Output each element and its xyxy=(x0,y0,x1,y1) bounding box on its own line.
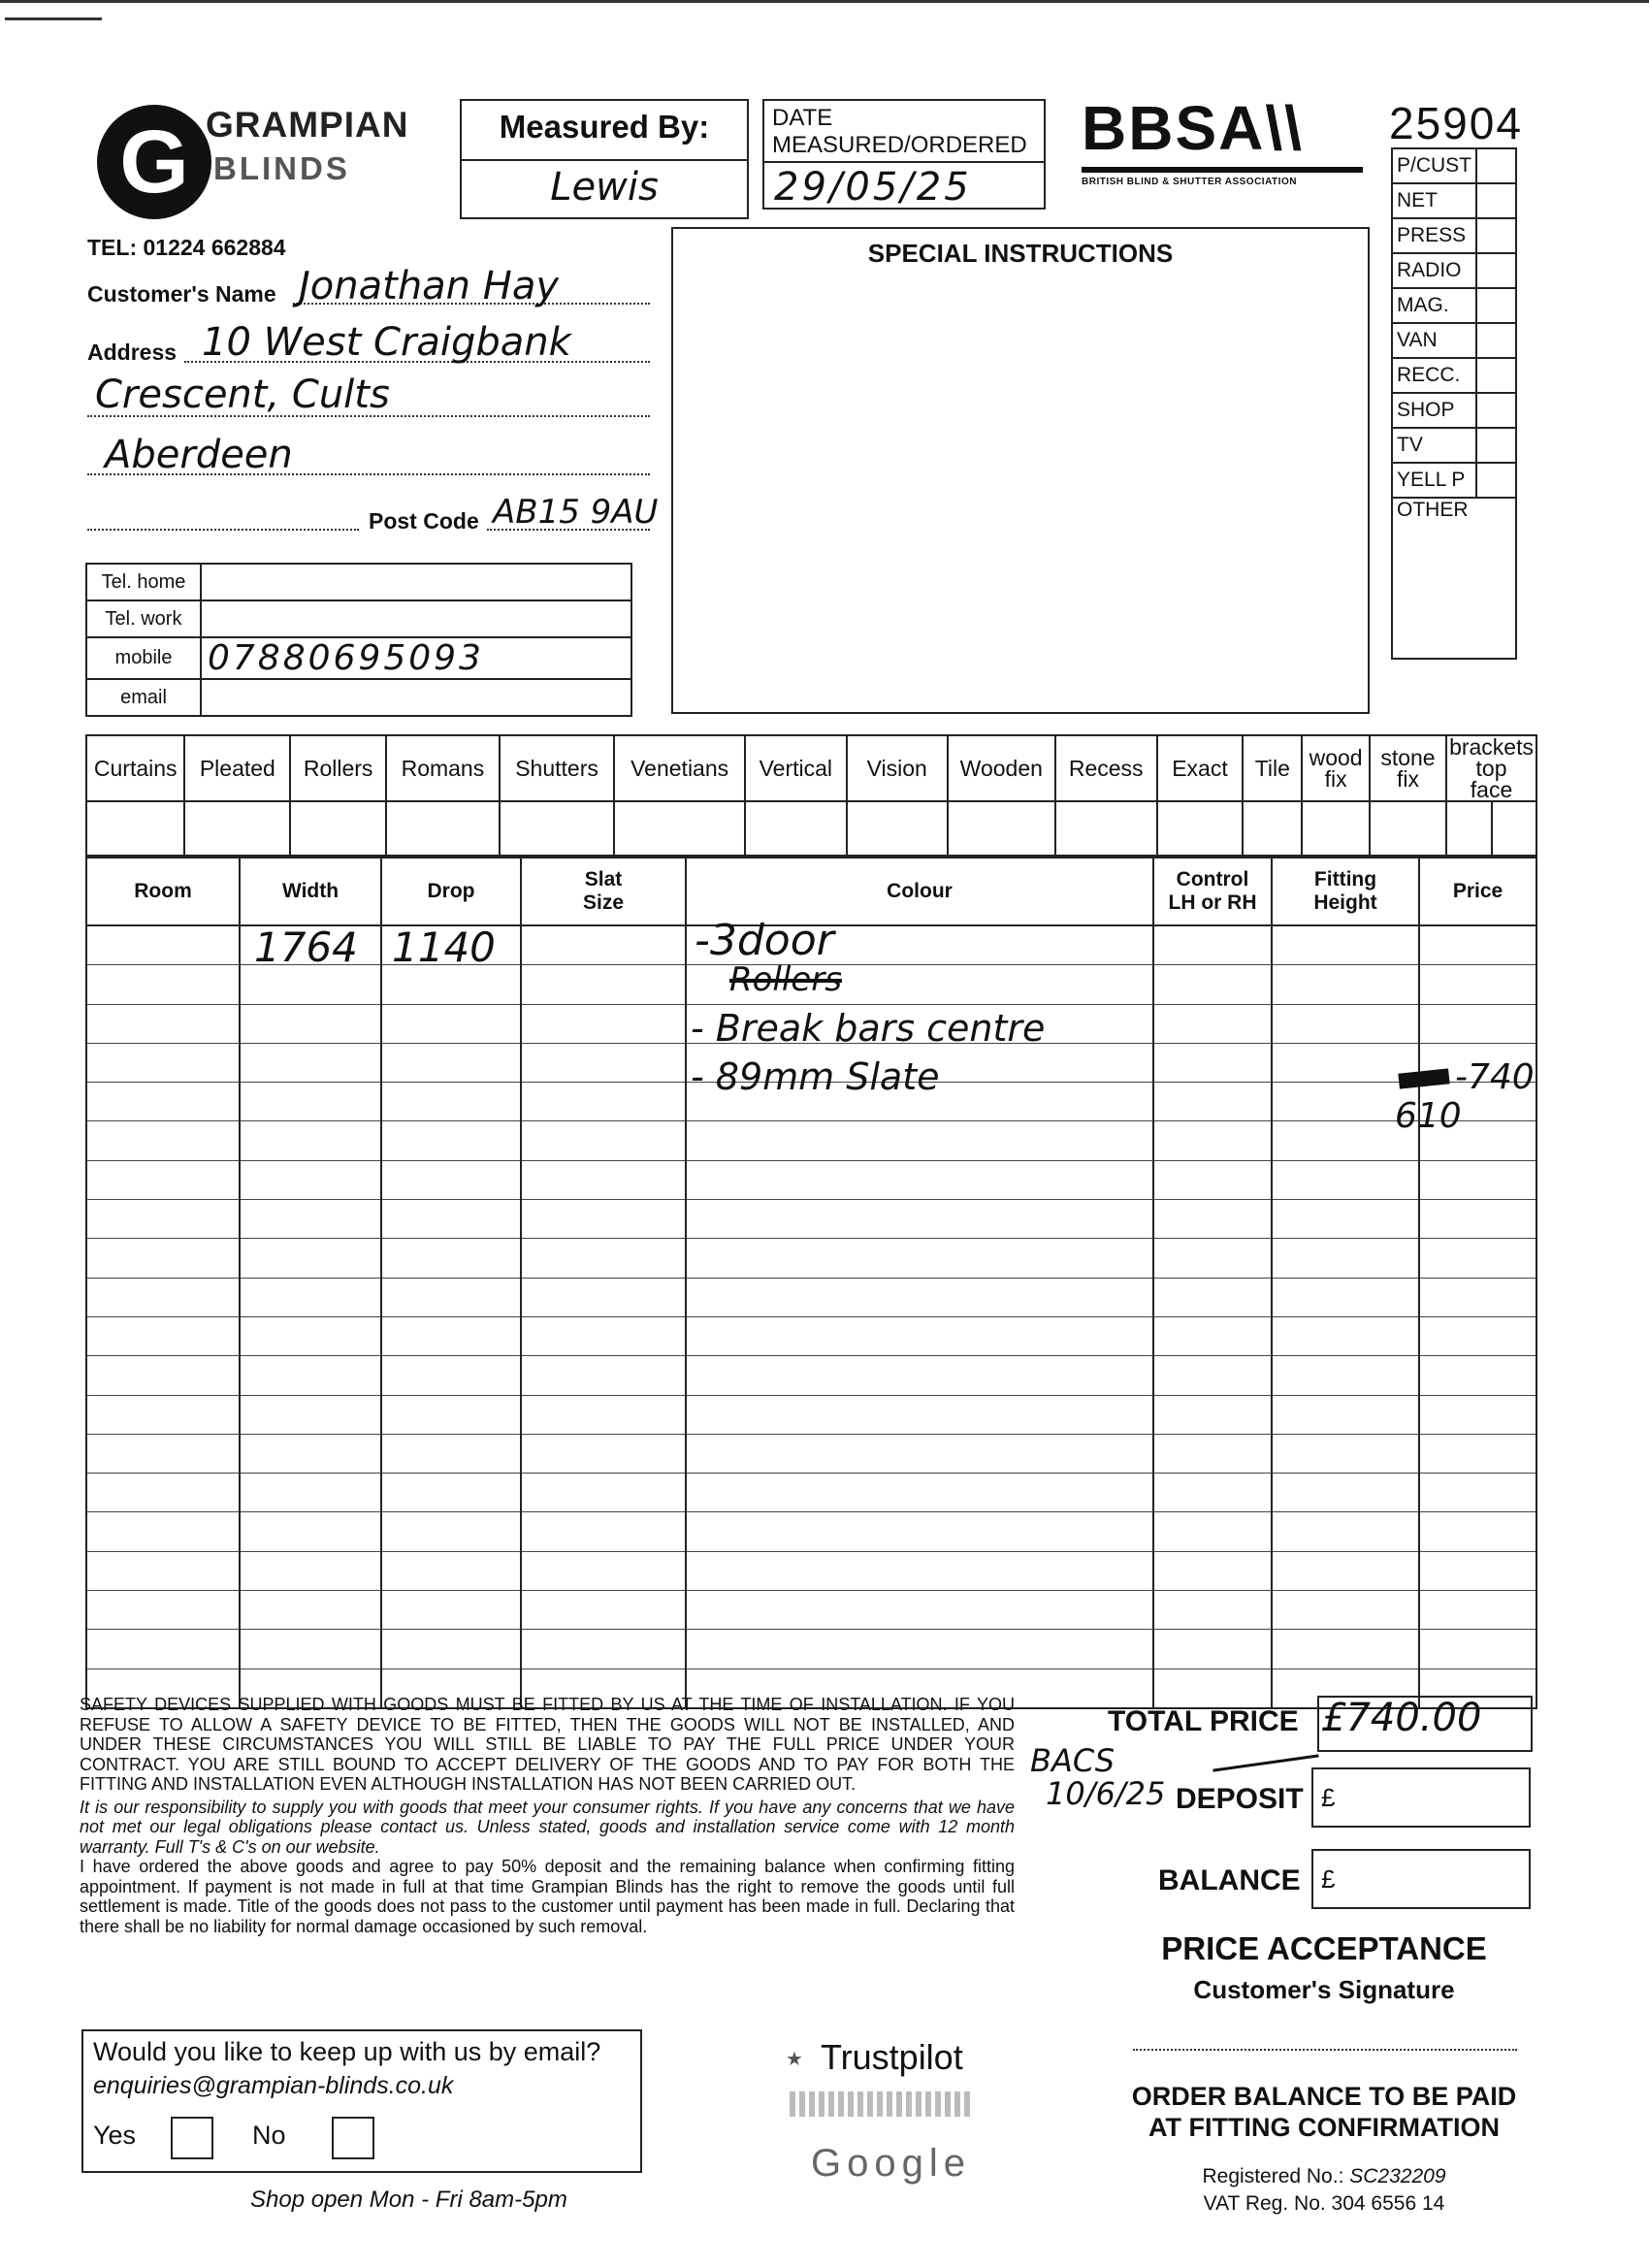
grid-cell[interactable] xyxy=(86,1278,240,1316)
grid-cell[interactable] xyxy=(381,1551,521,1590)
grid-cell[interactable] xyxy=(1153,1316,1272,1355)
grid-cell[interactable] xyxy=(240,1239,381,1278)
no-label: No xyxy=(252,2121,286,2150)
divider xyxy=(462,159,747,161)
customer-signature-label: Customer's Signature xyxy=(1193,1975,1455,2004)
product-type-label: Venetians xyxy=(614,735,745,801)
order-balance-line-2: AT FITTING CONFIRMATION xyxy=(1148,2113,1500,2142)
grid-cell[interactable] xyxy=(240,1434,381,1473)
source-label: VAN xyxy=(1392,323,1476,358)
address-line-4 xyxy=(87,529,359,531)
date-value[interactable]: 29/05/25 xyxy=(774,165,972,210)
product-type-label: Wooden xyxy=(948,735,1055,801)
grid-cell[interactable] xyxy=(1272,1160,1419,1199)
address-value-3[interactable]: Aberdeen xyxy=(105,433,293,477)
source-label: RECC. xyxy=(1392,358,1476,393)
total-price-value[interactable]: £740.00 xyxy=(1321,1696,1482,1740)
grid-cell[interactable] xyxy=(521,1395,686,1434)
col-fitting-height: Fitting Height xyxy=(1272,858,1419,925)
logo-subname: BLINDS xyxy=(213,150,350,186)
grid-cell[interactable] xyxy=(1419,1591,1536,1630)
date-box xyxy=(762,99,1046,210)
product-type-tick-box[interactable] xyxy=(86,801,184,856)
grid-cell[interactable] xyxy=(1153,1512,1272,1551)
grid-cell[interactable] xyxy=(86,1239,240,1278)
grid-cell[interactable] xyxy=(86,1512,240,1551)
grid-cell[interactable] xyxy=(240,1512,381,1551)
source-label: OTHER xyxy=(1392,498,1516,659)
mobile-label: mobile xyxy=(86,637,201,679)
grid-cell[interactable] xyxy=(686,1121,1153,1160)
grid-cell[interactable] xyxy=(686,1434,1153,1473)
bbsa-subtitle: BRITISH BLIND & SHUTTER ASSOCIATION xyxy=(1082,177,1297,187)
grid-cell[interactable] xyxy=(521,1630,686,1669)
grid-cell[interactable] xyxy=(1272,1200,1419,1239)
star-icon: ★ xyxy=(786,2049,803,2070)
product-type-tick-box[interactable] xyxy=(1446,801,1491,856)
grid-cell[interactable] xyxy=(686,1278,1153,1316)
table-row xyxy=(86,1395,1536,1434)
address-value-1[interactable]: 10 West Craigbank xyxy=(202,320,571,365)
source-label: RADIO xyxy=(1392,253,1476,288)
table-row xyxy=(86,1121,1536,1160)
table-row xyxy=(86,1434,1536,1473)
grid-cell[interactable] xyxy=(1272,925,1419,965)
product-type-label: Romans xyxy=(386,735,500,801)
grid-cell[interactable] xyxy=(86,1160,240,1199)
grid-cell[interactable] xyxy=(686,1512,1153,1551)
source-label: TV xyxy=(1392,428,1476,463)
col-drop: Drop xyxy=(381,858,521,925)
product-type-label: Curtains xyxy=(86,735,184,801)
grid-cell[interactable] xyxy=(686,1630,1153,1669)
grid-cell[interactable] xyxy=(86,925,240,965)
grid-cell[interactable] xyxy=(1153,1239,1272,1278)
deposit-box[interactable]: £ xyxy=(1311,1767,1531,1828)
top-border xyxy=(0,0,1649,3)
grid-cell[interactable] xyxy=(686,1160,1153,1199)
customer-name-value[interactable]: Jonathan Hay xyxy=(299,264,560,308)
grid-cell[interactable] xyxy=(686,1316,1153,1355)
grid-cell[interactable] xyxy=(240,1083,381,1121)
grid-cell[interactable] xyxy=(86,1083,240,1121)
grid-cell[interactable] xyxy=(381,1630,521,1669)
product-type-tick-box[interactable] xyxy=(290,801,386,856)
grid-cell[interactable] xyxy=(686,1239,1153,1278)
product-type-tick-box[interactable] xyxy=(1243,801,1302,856)
yes-checkbox[interactable] xyxy=(171,2117,213,2159)
address-value-2[interactable]: Crescent, Cults xyxy=(95,373,390,417)
customer-name-label: Customer's Name xyxy=(87,281,276,307)
table-row xyxy=(86,1591,1536,1630)
safety-terms: SAFETY DEVICES SUPPLIED WITH GOODS MUST BE FITTED BY US AT THE TIME OF INSTALLATION. IF YOU REFUSE TO ALLOW A SAFETY DEVICE TO BE FITTED, THEN THE GOODS WILL NOT BE INSTALLED, AND UNDER THESE CIRCUMSTANCES YOU WILL STILL BE LIABLE TO PAY THE FULL PRICE UNDER YOUR CONTRACT. YOU ARE STILL BOUND TO ACCEPT DELIVERY OF THE GOODS AND TO PAY FOR BOTH THE FITTING AND INSTALLATION EVEN ALTHOUGH INSTALLATION HAS NOT BEEN CARRIED OUT. xyxy=(80,1695,1015,1794)
grid-cell[interactable] xyxy=(521,1356,686,1395)
grid-cell[interactable] xyxy=(1419,925,1536,965)
grid-cell[interactable] xyxy=(381,1434,521,1473)
table-row xyxy=(86,1356,1536,1395)
grid-cell[interactable] xyxy=(240,1278,381,1316)
grid-cell[interactable] xyxy=(240,1474,381,1512)
grid-cell[interactable] xyxy=(521,1200,686,1239)
grid-cell[interactable] xyxy=(86,1004,240,1043)
email-field[interactable] xyxy=(201,679,631,716)
grid-cell[interactable] xyxy=(86,1434,240,1473)
address-label: Address xyxy=(87,340,178,365)
deposit-label: DEPOSIT xyxy=(1176,1783,1304,1815)
grid-cell[interactable] xyxy=(86,1474,240,1512)
col-colour: Colour xyxy=(686,858,1153,925)
source-label: P/CUST xyxy=(1392,148,1476,183)
table-row xyxy=(86,1239,1536,1278)
tel-work-label: Tel. work xyxy=(86,600,201,637)
grid-cell[interactable] xyxy=(1419,1474,1536,1512)
product-type-tick-box[interactable] xyxy=(1492,801,1536,856)
source-tick-box[interactable] xyxy=(1476,463,1516,498)
product-type-label: Pleated xyxy=(184,735,290,801)
grid-cell[interactable] xyxy=(1419,1512,1536,1551)
email-question: Would you like to keep up with us by email? xyxy=(93,2037,601,2066)
grid-cell[interactable] xyxy=(686,1551,1153,1590)
grid-cell[interactable] xyxy=(1153,1200,1272,1239)
bbsa-bar xyxy=(1082,167,1363,173)
email-signup-box xyxy=(81,2029,642,2173)
grid-cell[interactable] xyxy=(240,1551,381,1590)
grid-cell[interactable] xyxy=(1272,1630,1419,1669)
source-label: PRESS xyxy=(1392,218,1476,253)
grid-cell[interactable] xyxy=(1419,965,1536,1004)
grid-cell[interactable] xyxy=(381,1200,521,1239)
grid-cell[interactable] xyxy=(86,1316,240,1355)
source-tick-box[interactable] xyxy=(1476,218,1516,253)
grid-cell[interactable] xyxy=(521,965,686,1004)
source-tick-box[interactable] xyxy=(1476,183,1516,218)
col-control: Control LH or RH xyxy=(1153,858,1272,925)
grid-cell[interactable] xyxy=(381,1316,521,1355)
grid-cell[interactable] xyxy=(686,1200,1153,1239)
stone-fix-label: stone fix xyxy=(1370,735,1446,801)
grid-cell[interactable] xyxy=(381,1004,521,1043)
deposit-terms: I have ordered the above goods and agree to pay 50% deposit and the remaining balance when confirming fitting appointment. If payment is not made in full at that time Grampian Blinds has the right to remove the goods until full settlement is made. Title of the goods does not pass to the customer until payment has been made in full. Declaring that there shall be no liability for normal damage occasioned by such removal. xyxy=(80,1857,1015,1936)
product-type-tick-box[interactable] xyxy=(948,801,1055,856)
grid-cell[interactable] xyxy=(1272,1474,1419,1512)
grid-cell[interactable] xyxy=(240,1395,381,1434)
signature-line[interactable] xyxy=(1133,2049,1517,2051)
wood-fix-label: wood fix xyxy=(1302,735,1370,801)
grid-cell[interactable] xyxy=(240,1316,381,1355)
price-acceptance-title: PRICE ACCEPTANCE xyxy=(1161,1930,1487,1966)
form-number: 25904 xyxy=(1389,98,1523,148)
grid-cell[interactable] xyxy=(86,1043,240,1082)
source-tick-box[interactable] xyxy=(1476,428,1516,463)
tel-home-label: Tel. home xyxy=(86,564,201,600)
grid-cell[interactable] xyxy=(686,1474,1153,1512)
bbsa-logo: BBSA\\ xyxy=(1082,93,1304,163)
grid-cell[interactable] xyxy=(521,1004,686,1043)
grid-cell[interactable] xyxy=(86,1356,240,1395)
balance-label: BALANCE xyxy=(1158,1864,1301,1896)
col-price: Price xyxy=(1419,858,1536,925)
grid-cell[interactable] xyxy=(686,1395,1153,1434)
table-row xyxy=(86,1630,1536,1669)
entry-price-1[interactable]: -740 xyxy=(1455,1057,1535,1097)
total-price-label: TOTAL PRICE xyxy=(1108,1705,1299,1737)
product-type-label: Vision xyxy=(847,735,948,801)
grid-cell[interactable] xyxy=(521,1160,686,1199)
tel-home-field[interactable] xyxy=(201,564,631,600)
entry-colour-3[interactable]: - Break bars centre xyxy=(691,1007,1046,1050)
measured-by-box xyxy=(460,99,749,219)
grid-cell[interactable] xyxy=(521,1083,686,1121)
table-row xyxy=(86,1316,1536,1355)
source-tick-box[interactable] xyxy=(1476,358,1516,393)
grid-cell[interactable] xyxy=(86,1200,240,1239)
product-type-tick-box[interactable] xyxy=(1055,801,1157,856)
product-type-tick-box[interactable] xyxy=(386,801,500,856)
tel-label: TEL: 01224 662884 xyxy=(87,235,286,260)
source-tick-box[interactable] xyxy=(1476,253,1516,288)
grid-cell[interactable] xyxy=(521,1239,686,1278)
grid-cell[interactable] xyxy=(521,1434,686,1473)
entry-colour-4[interactable]: - 89mm Slate xyxy=(691,1055,940,1098)
grid-cell[interactable] xyxy=(86,1121,240,1160)
source-label: YELL P xyxy=(1392,463,1476,498)
grid-cell[interactable] xyxy=(1419,1278,1536,1316)
source-label: SHOP xyxy=(1392,393,1476,428)
grid-cell[interactable] xyxy=(240,1630,381,1669)
grid-cell[interactable] xyxy=(381,1512,521,1551)
email-label: email xyxy=(86,679,201,716)
grid-cell[interactable] xyxy=(1272,1316,1419,1355)
grid-cell[interactable] xyxy=(521,1121,686,1160)
grid-cell[interactable] xyxy=(1419,1004,1536,1043)
terms-block xyxy=(80,1695,1015,1936)
divider xyxy=(764,161,1044,163)
table-row xyxy=(86,1512,1536,1551)
grid-cell[interactable] xyxy=(381,1278,521,1316)
no-checkbox[interactable] xyxy=(332,2117,374,2159)
brackets-label: brackets topface xyxy=(1446,735,1536,801)
grid-cell[interactable] xyxy=(521,925,686,965)
special-instructions-title: SPECIAL INSTRUCTIONS xyxy=(867,239,1174,268)
grid-cell[interactable] xyxy=(240,1591,381,1630)
source-tick-box[interactable] xyxy=(1476,148,1516,183)
grid-cell[interactable] xyxy=(1272,1239,1419,1278)
postcode-label: Post Code xyxy=(369,508,479,534)
source-label: NET xyxy=(1392,183,1476,218)
col-room: Room xyxy=(86,858,240,925)
date-label-1: DATE xyxy=(772,105,833,131)
date-label-2: MEASURED/ORDERED xyxy=(772,132,1027,158)
grid-cell[interactable] xyxy=(240,1356,381,1395)
grid-cell[interactable] xyxy=(1153,1121,1272,1160)
grid-cell[interactable] xyxy=(1153,1083,1272,1121)
trustpilot-stars xyxy=(790,2091,974,2117)
grid-cell[interactable] xyxy=(1153,1630,1272,1669)
grid-cell[interactable] xyxy=(381,1474,521,1512)
source-label: MAG. xyxy=(1392,288,1476,323)
grid-cell[interactable] xyxy=(521,1316,686,1355)
product-type-table xyxy=(85,734,1537,857)
product-type-label: Exact xyxy=(1157,735,1244,801)
grid-cell[interactable] xyxy=(521,1591,686,1630)
grid-cell[interactable] xyxy=(1272,1278,1419,1316)
grid-cell[interactable] xyxy=(381,1239,521,1278)
grid-cell[interactable] xyxy=(1153,1004,1272,1043)
grid-cell[interactable] xyxy=(1419,1160,1536,1199)
grid-cell[interactable] xyxy=(381,1160,521,1199)
registered-number: Registered No.: SC232209 xyxy=(1202,2165,1446,2187)
grid-cell[interactable] xyxy=(1272,1004,1419,1043)
grid-cell[interactable] xyxy=(381,1591,521,1630)
grid-cell[interactable] xyxy=(86,1551,240,1590)
grid-cell[interactable] xyxy=(686,1356,1153,1395)
grid-cell[interactable] xyxy=(86,1630,240,1669)
grid-cell[interactable] xyxy=(1153,1474,1272,1512)
grid-cell[interactable] xyxy=(1153,1591,1272,1630)
table-row xyxy=(86,1160,1536,1199)
vat-number: VAT Reg. No. 304 6556 14 xyxy=(1203,2192,1445,2215)
grid-cell[interactable] xyxy=(240,1043,381,1082)
grid-cell[interactable] xyxy=(1153,1669,1272,1708)
product-type-label: Rollers xyxy=(290,735,386,801)
entry-price-2[interactable]: 610 xyxy=(1395,1096,1462,1136)
bacs-date[interactable]: 10/6/25 xyxy=(1046,1775,1166,1812)
grid-cell[interactable] xyxy=(86,1591,240,1630)
col-width: Width xyxy=(240,858,381,925)
product-type-tick-box[interactable] xyxy=(614,801,745,856)
product-type-tick-box[interactable] xyxy=(184,801,290,856)
email-address: enquiries@grampian-blinds.co.uk xyxy=(93,2072,454,2099)
grid-cell[interactable] xyxy=(1153,1160,1272,1199)
grid-cell[interactable] xyxy=(521,1278,686,1316)
grid-cell[interactable] xyxy=(1419,1434,1536,1473)
grid-cell[interactable] xyxy=(1272,1043,1419,1082)
yes-label: Yes xyxy=(93,2121,137,2150)
grid-cell[interactable] xyxy=(1153,1395,1272,1434)
bacs-note[interactable]: BACS xyxy=(1030,1742,1116,1779)
product-type-tick-box[interactable] xyxy=(745,801,847,856)
source-tick-box[interactable] xyxy=(1476,393,1516,428)
table-row xyxy=(86,1474,1536,1512)
grid-cell[interactable] xyxy=(381,1356,521,1395)
grid-cell[interactable] xyxy=(1272,1356,1419,1395)
grid-cell[interactable] xyxy=(1419,1200,1536,1239)
grid-cell[interactable] xyxy=(240,1121,381,1160)
contact-table xyxy=(85,563,632,717)
order-balance-line-1: ORDER BALANCE TO BE PAID xyxy=(1131,2082,1517,2111)
grid-cell[interactable] xyxy=(381,1395,521,1434)
product-type-tick-box[interactable] xyxy=(500,801,615,856)
product-type-tick-box[interactable] xyxy=(1370,801,1446,856)
arrow-stroke xyxy=(1212,1754,1318,1771)
grid-cell[interactable] xyxy=(1153,1551,1272,1590)
product-type-label: Shutters xyxy=(500,735,615,801)
grid-cell[interactable] xyxy=(521,1512,686,1551)
grid-cell[interactable] xyxy=(1419,1630,1536,1669)
grid-cell[interactable] xyxy=(1153,965,1272,1004)
measured-by-label: Measured By: xyxy=(499,109,710,145)
grid-cell[interactable] xyxy=(521,1474,686,1512)
measured-by-value[interactable]: Lewis xyxy=(550,165,659,210)
grid-cell[interactable] xyxy=(240,1200,381,1239)
mobile-field[interactable]: 07880695093 xyxy=(201,637,631,679)
grampian-logo-icon: G xyxy=(97,105,211,219)
corner-mark xyxy=(5,17,102,20)
grid-cell[interactable] xyxy=(1419,1395,1536,1434)
grid-cell[interactable] xyxy=(240,1160,381,1199)
postcode-value[interactable]: AB15 9AU xyxy=(493,493,659,532)
grid-cell[interactable] xyxy=(240,1004,381,1043)
product-type-label: Tile xyxy=(1243,735,1302,801)
product-type-label: Recess xyxy=(1055,735,1157,801)
product-type-label: Vertical xyxy=(745,735,847,801)
grid-cell[interactable] xyxy=(381,1121,521,1160)
shop-hours: Shop open Mon - Fri 8am-5pm xyxy=(250,2187,567,2213)
grid-cell[interactable] xyxy=(1272,1551,1419,1590)
entry-colour-1[interactable]: -3door xyxy=(695,916,834,965)
table-row xyxy=(86,1278,1536,1316)
rights-terms: It is our responsibility to supply you with goods that meet your consumer rights. If you have any concerns that we have not met our legal obligations please contact us. Unless stated, goods and installation service come with 12 month warranty. Full T's & C's on our website. xyxy=(80,1797,1015,1857)
product-type-tick-box[interactable] xyxy=(847,801,948,856)
entry-drop[interactable]: 1140 xyxy=(392,923,496,971)
table-row xyxy=(86,1200,1536,1239)
grid-cell[interactable] xyxy=(1272,965,1419,1004)
grid-cell[interactable] xyxy=(1272,1395,1419,1434)
special-instructions-box[interactable] xyxy=(671,227,1370,714)
balance-box[interactable]: £ xyxy=(1311,1849,1531,1909)
product-type-tick-box[interactable] xyxy=(1302,801,1370,856)
grid-cell[interactable] xyxy=(1419,1316,1536,1355)
product-type-tick-box[interactable] xyxy=(1157,801,1244,856)
source-tick-box[interactable] xyxy=(1476,288,1516,323)
grid-cell[interactable] xyxy=(1419,1356,1536,1395)
grid-cell[interactable] xyxy=(521,1043,686,1082)
grid-cell[interactable] xyxy=(686,1591,1153,1630)
tel-work-field[interactable] xyxy=(201,600,631,637)
entry-width[interactable]: 1764 xyxy=(254,923,358,971)
grid-cell[interactable] xyxy=(86,1395,240,1434)
grid-cell[interactable] xyxy=(1272,1591,1419,1630)
grid-cell[interactable] xyxy=(86,965,240,1004)
grid-cell[interactable] xyxy=(1272,1512,1419,1551)
trustpilot-logo: Trustpilot xyxy=(821,2037,963,2077)
grid-cell[interactable] xyxy=(1272,1434,1419,1473)
grid-cell[interactable] xyxy=(1153,1356,1272,1395)
table-row xyxy=(86,1551,1536,1590)
grid-cell[interactable] xyxy=(1153,1434,1272,1473)
grid-cell[interactable] xyxy=(1153,1043,1272,1082)
grid-cell[interactable] xyxy=(1153,925,1272,965)
grid-cell[interactable] xyxy=(1153,1278,1272,1316)
entry-colour-2-struck[interactable]: Rollers xyxy=(729,960,842,999)
grid-cell[interactable] xyxy=(381,1083,521,1121)
source-tick-box[interactable] xyxy=(1476,323,1516,358)
logo-name: GRAMPIAN xyxy=(206,105,409,145)
grid-cell[interactable] xyxy=(1419,1551,1536,1590)
google-logo: Google xyxy=(811,2142,971,2185)
col-slat-size: Slat Size xyxy=(521,858,686,925)
source-table xyxy=(1391,147,1517,660)
grid-cell[interactable] xyxy=(381,1043,521,1082)
grid-cell[interactable] xyxy=(521,1551,686,1590)
grid-cell[interactable] xyxy=(1419,1239,1536,1278)
